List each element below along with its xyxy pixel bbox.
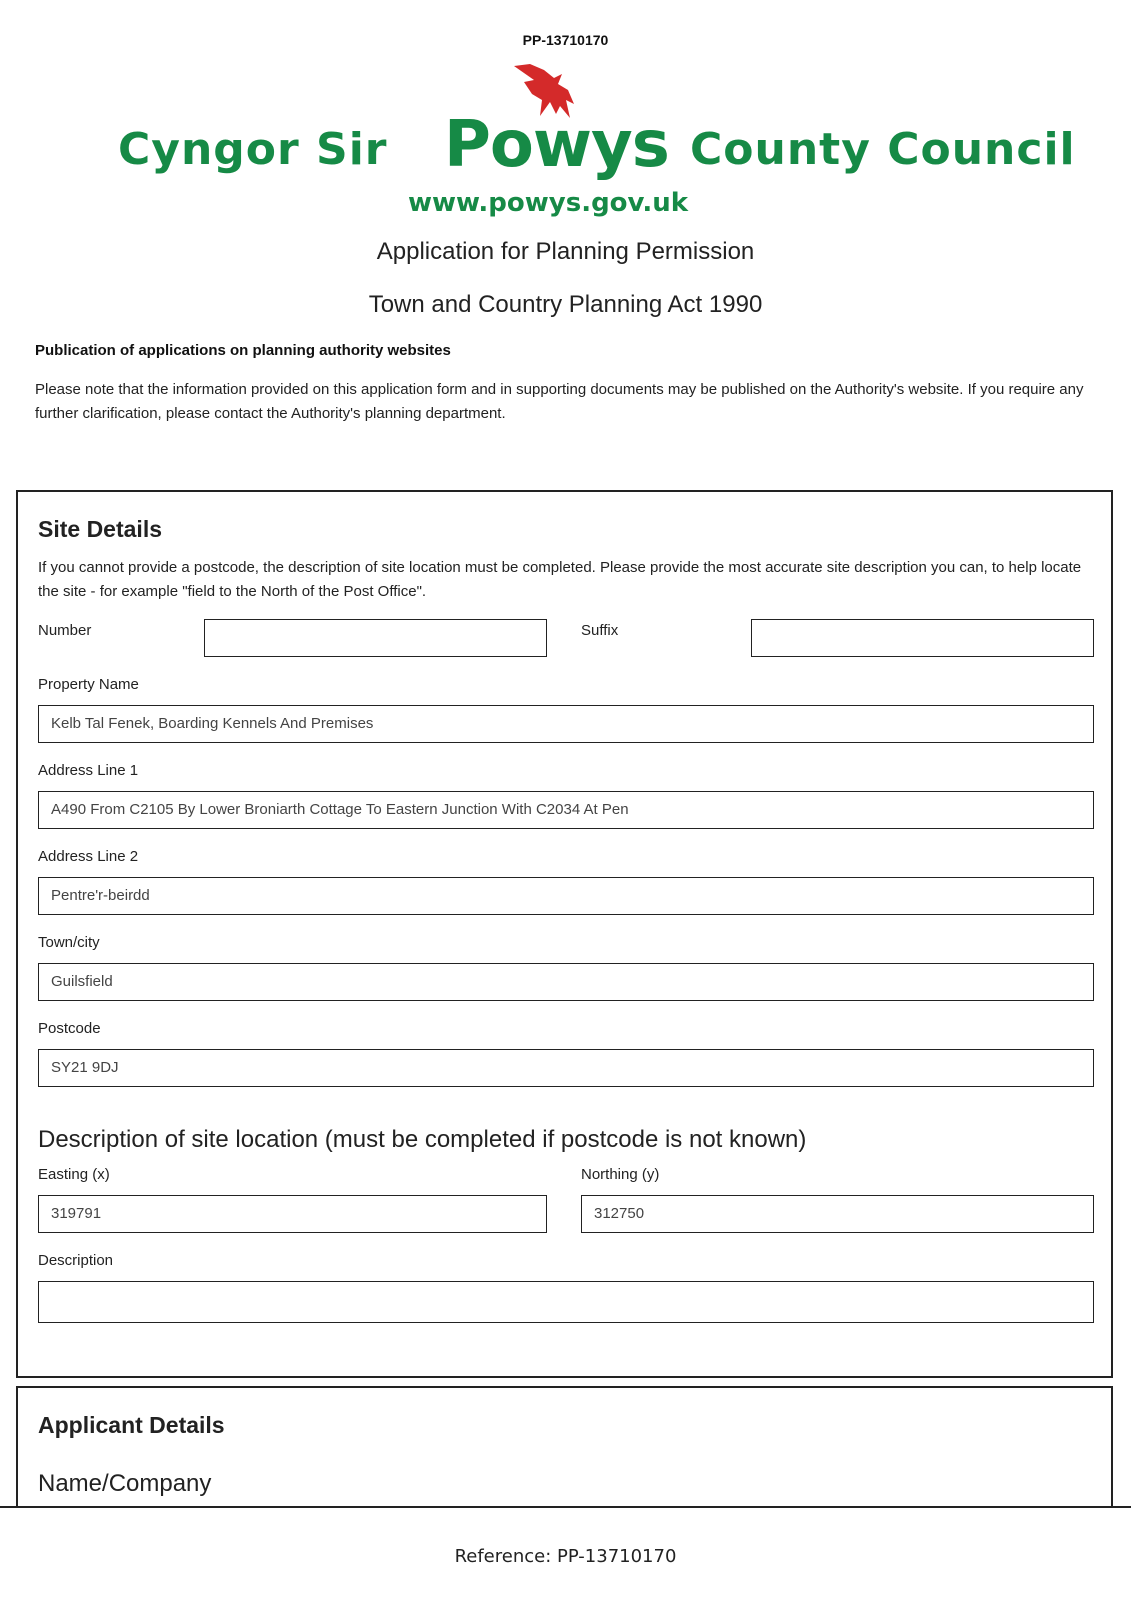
publication-heading: Publication of applications on planning authority websites [35, 342, 451, 359]
site-location-heading: Description of site location (must be completed if postcode is not known) [38, 1126, 807, 1153]
site-details-title: Site Details [38, 516, 162, 542]
number-label: Number [38, 622, 92, 639]
address-line-1-field[interactable]: A490 From C2105 By Lower Broniarth Cottage To Eastern Junction With C2034 At Pen [38, 791, 1094, 829]
postcode-field[interactable]: SY21 9DJ [38, 1049, 1094, 1087]
town-city-label: Town/city [38, 934, 100, 951]
applicant-details-section [16, 1386, 1113, 1506]
site-details-intro: If you cannot provide a postcode, the description of site location must be completed. Please provide the most accurate site description you can, to help locate the site - for example "field to the North of the Post Office". [38, 559, 1082, 600]
name-company-heading: Name/Company [38, 1470, 212, 1497]
site-details-section [16, 490, 1113, 1378]
page-title: Application for Planning Permission [376, 238, 755, 265]
address-line-2-field[interactable]: Pentre'r-beirdd [38, 877, 1094, 915]
property-name-field[interactable]: Kelb Tal Fenek, Boarding Kennels And Premises [38, 705, 1094, 743]
number-field[interactable] [204, 619, 547, 657]
address-line-1-label: Address Line 1 [38, 762, 139, 779]
brand-url-link[interactable]: www.powys.gov.uk [408, 188, 689, 218]
page-subtitle: Town and Country Planning Act 1990 [368, 291, 763, 318]
northing-label: Northing (y) [581, 1166, 660, 1183]
footer-reference: Reference: PP-13710170 [454, 1546, 677, 1567]
town-city-field[interactable]: Guilsfield [38, 963, 1094, 1001]
property-name-label: Property Name [38, 676, 139, 693]
address-line-2-label: Address Line 2 [38, 848, 139, 865]
footer-divider [0, 1506, 1131, 1508]
brand-powys: Powys [444, 108, 669, 182]
easting-label: Easting (x) [38, 1166, 110, 1183]
reference-top: PP-13710170 [522, 32, 609, 48]
northing-field[interactable]: 312750 [581, 1195, 1094, 1233]
brand-cyngor-sir: Cyngor Sir [118, 124, 388, 175]
description-label: Description [38, 1252, 114, 1269]
easting-field[interactable]: 319791 [38, 1195, 547, 1233]
suffix-label: Suffix [581, 622, 619, 639]
brand-county-council: County Council [690, 124, 1076, 175]
applicant-details-title: Applicant Details [38, 1412, 225, 1438]
publication-text: Please note that the information provided on this application form and in supporting documents may be published on the Authority's website. If you require any further clarification, please contact the Authority's planning department. [35, 381, 1084, 422]
postcode-label: Postcode [38, 1020, 101, 1037]
description-field[interactable] [38, 1281, 1094, 1323]
suffix-field[interactable] [751, 619, 1094, 657]
